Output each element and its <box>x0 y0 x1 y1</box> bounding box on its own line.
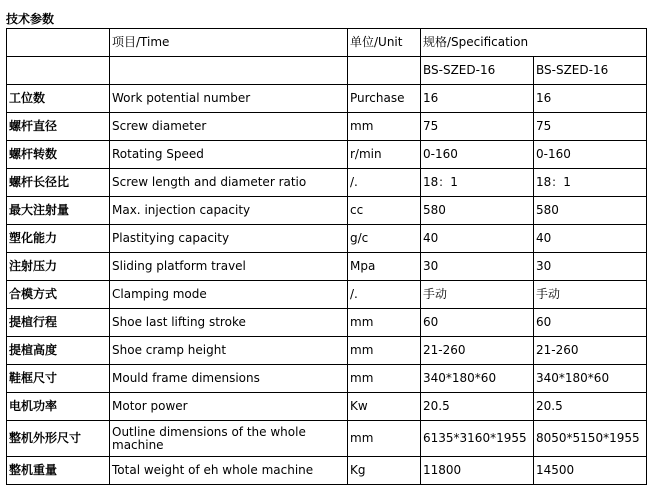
param-name-en: Screw diameter <box>110 113 348 141</box>
param-unit: Kw <box>348 393 421 421</box>
param-value-1: 340*180*60 <box>421 365 534 393</box>
param-value-1: 18：1 <box>421 169 534 197</box>
param-value-2: 18：1 <box>534 169 647 197</box>
table-row <box>7 253 647 281</box>
param-name-en: Mould frame dimensions <box>110 365 348 393</box>
param-value-2: 40 <box>534 225 647 253</box>
param-name-cn: 最大注射量 <box>7 197 110 225</box>
param-value-1: 40 <box>421 225 534 253</box>
param-unit: mm <box>348 113 421 141</box>
table-row <box>7 113 647 141</box>
table-row <box>7 393 647 421</box>
table-row <box>7 225 647 253</box>
param-value-1: 11800 <box>421 457 534 485</box>
param-value-2: 580 <box>534 197 647 225</box>
spec-table <box>6 28 647 485</box>
param-value-2: 340*180*60 <box>534 365 647 393</box>
param-value-2: 手动 <box>534 281 647 309</box>
param-name-cn: 螺杆长径比 <box>7 169 110 197</box>
param-value-2: 0-160 <box>534 141 647 169</box>
param-value-1: 75 <box>421 113 534 141</box>
table-row <box>7 421 647 457</box>
table-row <box>7 337 647 365</box>
param-value-1: 16 <box>421 85 534 113</box>
model-name-1: BS-SZED-16 <box>421 57 534 85</box>
param-name-en: Clamping mode <box>110 281 348 309</box>
table-row <box>7 365 647 393</box>
param-name-cn: 提楦行程 <box>7 309 110 337</box>
param-unit: r/min <box>348 141 421 169</box>
param-name-en: Outline dimensions of the whole machine <box>110 421 348 457</box>
param-name-en: Rotating Speed <box>110 141 348 169</box>
param-unit: mm <box>348 337 421 365</box>
param-unit: Mpa <box>348 253 421 281</box>
param-name-cn: 整机外形尺寸 <box>7 421 110 457</box>
table-row <box>7 309 647 337</box>
header-item: 项目/Time <box>110 29 348 57</box>
param-unit: Purchase <box>348 85 421 113</box>
header-row <box>7 29 647 57</box>
param-value-2: 21-260 <box>534 337 647 365</box>
param-value-1: 30 <box>421 253 534 281</box>
param-name-cn: 合模方式 <box>7 281 110 309</box>
param-unit: Kg <box>348 457 421 485</box>
param-unit: g/c <box>348 225 421 253</box>
param-value-2: 16 <box>534 85 647 113</box>
param-name-cn: 提楦高度 <box>7 337 110 365</box>
header-specification: 规格/Specification <box>421 29 647 57</box>
param-name-cn: 电机功率 <box>7 393 110 421</box>
table-row <box>7 281 647 309</box>
table-row <box>7 457 647 485</box>
param-name-cn: 整机重量 <box>7 457 110 485</box>
param-unit: /. <box>348 281 421 309</box>
model-row <box>7 57 647 85</box>
param-value-2: 8050*5150*1955 <box>534 421 647 457</box>
param-value-1: 0-160 <box>421 141 534 169</box>
param-name-cn: 鞋框尺寸 <box>7 365 110 393</box>
param-value-1: 60 <box>421 309 534 337</box>
header-cell-empty <box>7 29 110 57</box>
param-value-1: 20.5 <box>421 393 534 421</box>
header-unit: 单位/Unit <box>348 29 421 57</box>
page-title: 技术参数 <box>6 12 55 26</box>
param-name-en: Sliding platform travel <box>110 253 348 281</box>
param-unit: mm <box>348 421 421 457</box>
param-value-2: 14500 <box>534 457 647 485</box>
param-unit: mm <box>348 365 421 393</box>
param-name-en: Max. injection capacity <box>110 197 348 225</box>
model-name-2: BS-SZED-16 <box>534 57 647 85</box>
param-value-1: 580 <box>421 197 534 225</box>
param-unit: mm <box>348 309 421 337</box>
param-value-1: 手动 <box>421 281 534 309</box>
param-value-1: 6135*3160*1955 <box>421 421 534 457</box>
param-name-cn: 工位数 <box>7 85 110 113</box>
model-cell-empty <box>7 57 110 85</box>
param-name-en: Motor power <box>110 393 348 421</box>
param-name-en: Screw length and diameter ratio <box>110 169 348 197</box>
param-name-cn: 螺杆转数 <box>7 141 110 169</box>
param-name-en: Plastitying capacity <box>110 225 348 253</box>
param-name-cn: 螺杆直径 <box>7 113 110 141</box>
param-name-cn: 注射压力 <box>7 253 110 281</box>
param-value-2: 20.5 <box>534 393 647 421</box>
param-value-2: 60 <box>534 309 647 337</box>
param-value-2: 30 <box>534 253 647 281</box>
param-value-2: 75 <box>534 113 647 141</box>
param-unit: /. <box>348 169 421 197</box>
param-name-cn: 塑化能力 <box>7 225 110 253</box>
param-name-en: Shoe last lifting stroke <box>110 309 348 337</box>
param-unit: cc <box>348 197 421 225</box>
table-row <box>7 141 647 169</box>
table-row <box>7 169 647 197</box>
table-row <box>7 85 647 113</box>
model-cell-empty <box>110 57 348 85</box>
param-name-en: Work potential number <box>110 85 348 113</box>
param-name-en: Total weight of eh whole machine <box>110 457 348 485</box>
param-value-1: 21-260 <box>421 337 534 365</box>
model-cell-empty <box>348 57 421 85</box>
param-name-en: Shoe cramp height <box>110 337 348 365</box>
table-row <box>7 197 647 225</box>
